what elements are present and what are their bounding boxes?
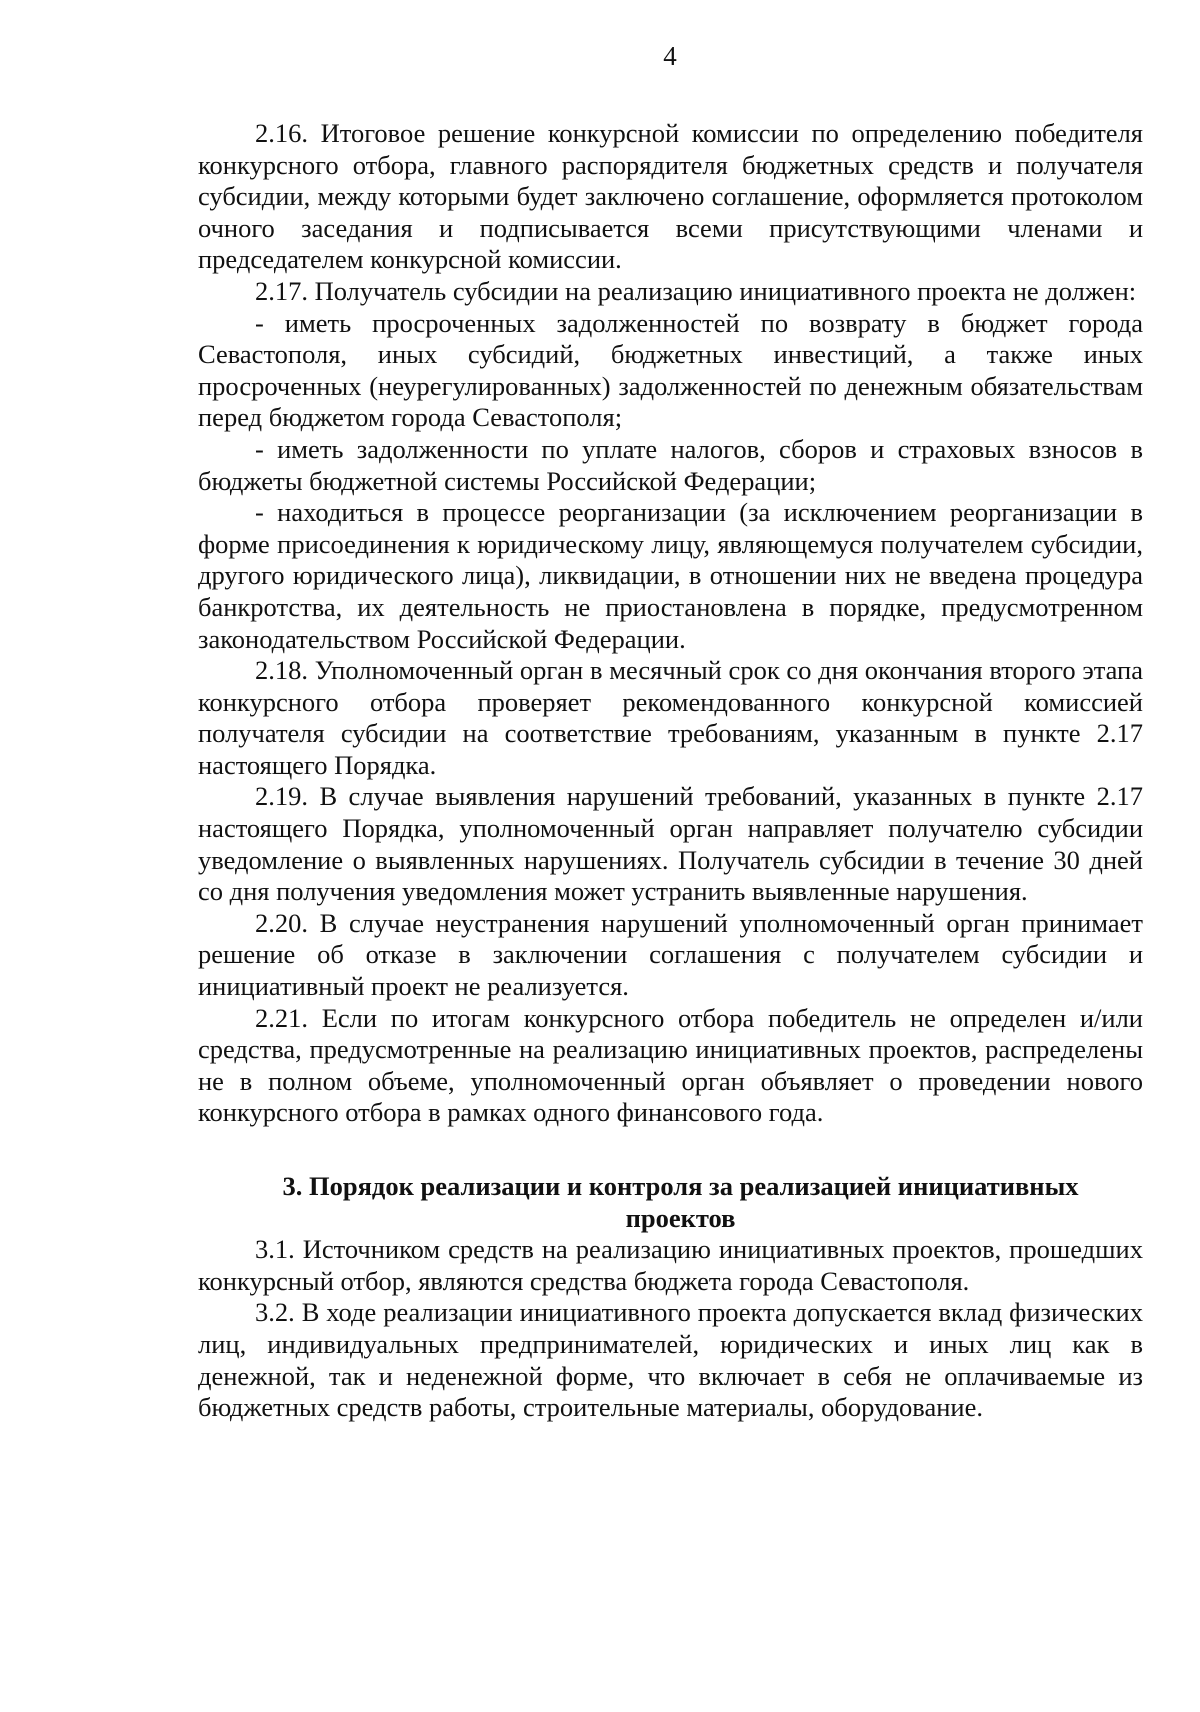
paragraph-3-1: 3.1. Источником средств на реализацию инициативных проектов, прошедших конкурсный отбор, являются средства бюджета города Севастополя. — [198, 1234, 1143, 1296]
list-item-reorganization: - находиться в процессе реорганизации (за исключением реорганизации в форме присоединения к юридическому лицу, являющемуся получателем субсидии, другого юридического лица), ликвидации, в отношении них не введена процедура банкротства, их деятельность не приостановлена в порядке, предусмотренном законодательством Российской Федерации. — [198, 497, 1143, 654]
list-item-tax-debts: - иметь задолженности по уплате налогов, сборов и страховых взносов в бюджеты бюджетной системы Российской Федерации; — [198, 433, 1143, 496]
list-item-overdue-debts: - иметь просроченных задолженностей по возврату в бюджет города Севастополя, иных субсидий, бюджетных инвестиций, а также иных просроченных (неурегулированных) задолженностей по денежным обязательствам перед бюджетом города Севастополя; — [198, 307, 1143, 433]
paragraph-2-21: 2.21. Если по итогам конкурсного отбора победитель не определен и/или средства, предусмотренные на реализацию инициативных проектов, распределены не в полном объеме, уполномоченный орган объявляет о проведении нового конкурсного отбора в рамках одного финансового года. — [198, 1002, 1143, 1128]
paragraph-2-20: 2.20. В случае неустранения нарушений уполномоченный орган принимает решение об отказе в заключении соглашения с получателем субсидии и инициативный проект не реализуется. — [198, 907, 1143, 1002]
paragraph-2-19: 2.19. В случае выявления нарушений требований, указанных в пункте 2.17 настоящего Порядка, уполномоченный орган направляет получателю субсидии уведомление о выявленных нарушениях. Получатель субсидии в течение 30 дней со дня получения уведомления может устранить выявленные нарушения. — [198, 781, 1143, 907]
paragraph-2-17: 2.17. Получатель субсидии на реализацию инициативного проекта не должен: — [255, 275, 1137, 306]
paragraph-2-16: 2.16. Итоговое решение конкурсной комиссии по определению победителя конкурсного отбора, главного распорядителя бюджетных средств и получателя субсидии, между которыми будет заключено соглашение, оформляется протоколом очного заседания и подписывается всеми присутствующими членами и председателем конкурсной комиссии. — [198, 118, 1143, 275]
page-number: 4 — [663, 41, 677, 71]
document-body — [198, 118, 1143, 1424]
paragraph-2-18: 2.18. Уполномоченный орган в месячный срок со дня окончания второго этапа конкурсного отбора проверяет рекомендованного конкурсной комиссией получателя субсидии на соответствие требованиям, указанным в пункте 2.17 настоящего Порядка. — [198, 655, 1143, 780]
paragraph-3-2: 3.2. В ходе реализации инициативного проекта допускается вклад физических лиц, индивидуальных предпринимателей, юридических и иных лиц как в денежной, так и неденежной форме, что включает в себя не оплачиваемые из бюджетных средств работы, строительные материалы, оборудование. — [198, 1297, 1143, 1423]
section-3-heading: 3. Порядок реализации и контроля за реализацией инициативных проектов — [282, 1171, 1079, 1233]
